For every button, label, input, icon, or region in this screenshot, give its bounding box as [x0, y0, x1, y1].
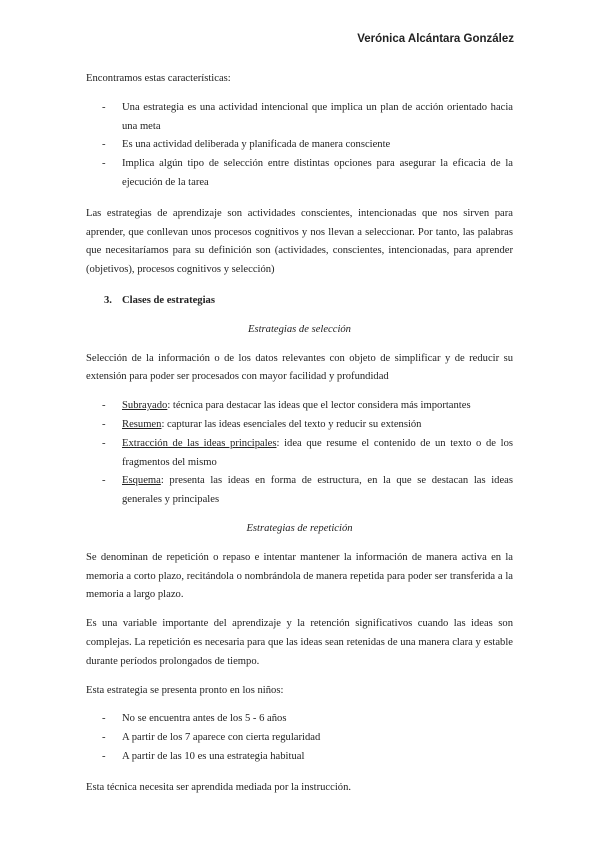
repeticion-paragraph-2: Es una variable importante del aprendizaje y la retención significativos cuando las ideas son complejas. La repetición es necesaria para que las ideas sean retenidas de una manera clara y estable durante períodos prolongados de tiempo.	[86, 618, 513, 667]
term-description: : idea que resume el contenido de un texto o de los fragmentos del mismo	[122, 437, 513, 468]
list-item: - Implica algún tipo de selección entre distintas opciones para asegurar la eficacia de la ejecución de la tarea	[86, 155, 513, 193]
term-description: : presenta las ideas en forma de estructura, en la que se destacan las ideas generales y principales	[122, 475, 513, 506]
term-extraccion: Extracción de las ideas principales	[122, 437, 277, 449]
list-item: - A partir de los 7 aparece con cierta regularidad	[86, 729, 513, 748]
list-item: - A partir de las 10 es una estrategia habitual	[86, 748, 513, 767]
author-header: Verónica Alcántara González	[357, 33, 514, 45]
list-item: - Es una actividad deliberada y planificada de manera consciente	[86, 136, 513, 155]
closing-paragraph: Esta técnica necesita ser aprendida mediada por la instrucción.	[86, 781, 352, 793]
list-item	[86, 435, 513, 473]
section-heading	[86, 292, 513, 311]
seleccion-list	[86, 397, 513, 510]
seleccion-paragraph: Selección de la información o de los datos relevantes con objeto de simplificar y de reducir su extensión para poder ser procesados con mayor facilidad y profundidad	[86, 352, 513, 383]
repeticion-paragraph-1: Se denominan de repetición o repaso e intentar mantener la información de manera activa en la memoria a corto plazo, recitándola o nombrándola de manera repetida para poder ser transferida a la memoria a largo plazo.	[86, 551, 513, 601]
section-number: 3.	[104, 294, 112, 306]
section-title: Clases de estrategias	[122, 294, 215, 306]
term-resumen: Resumen	[122, 418, 162, 430]
intro-text: Encontramos estas características:	[86, 73, 231, 84]
term-esquema: Esquema	[122, 475, 161, 487]
list-item: - Una estrategia es una actividad intencional que implica un plan de acción orientado hacia una meta	[86, 99, 513, 137]
term-subrayado: Subrayado	[122, 400, 168, 412]
list-item	[86, 472, 513, 510]
characteristics-list	[86, 99, 513, 193]
repeticion-paragraph-3: Esta estrategia se presenta pronto en los niños:	[86, 684, 284, 696]
term-description: : técnica para destacar las ideas que el lector considera más importantes	[167, 400, 471, 412]
list-item	[86, 416, 513, 435]
list-item	[86, 397, 513, 416]
repeticion-list	[86, 710, 513, 766]
subheading-repeticion: Estrategias de repetición	[246, 522, 353, 534]
subheading-seleccion: Estrategias de selección	[248, 323, 351, 335]
term-description: : capturar las ideas esenciales del texto y reducir su extensión	[161, 418, 422, 430]
list-item: - No se encuentra antes de los 5 - 6 años	[86, 710, 513, 729]
definition-paragraph: Las estrategias de aprendizaje son actividades conscientes, intencionadas que nos sirven para aprender, que conllevan unos procesos cognitivos y nos llevan a seleccionar. Por tanto, las palabras que necesitaríamos para su definición son (actividades, conscientes, intencionadas, para aprender (objetivos), procesos cognitivos y selección)	[86, 207, 513, 276]
page-content	[86, 70, 513, 798]
